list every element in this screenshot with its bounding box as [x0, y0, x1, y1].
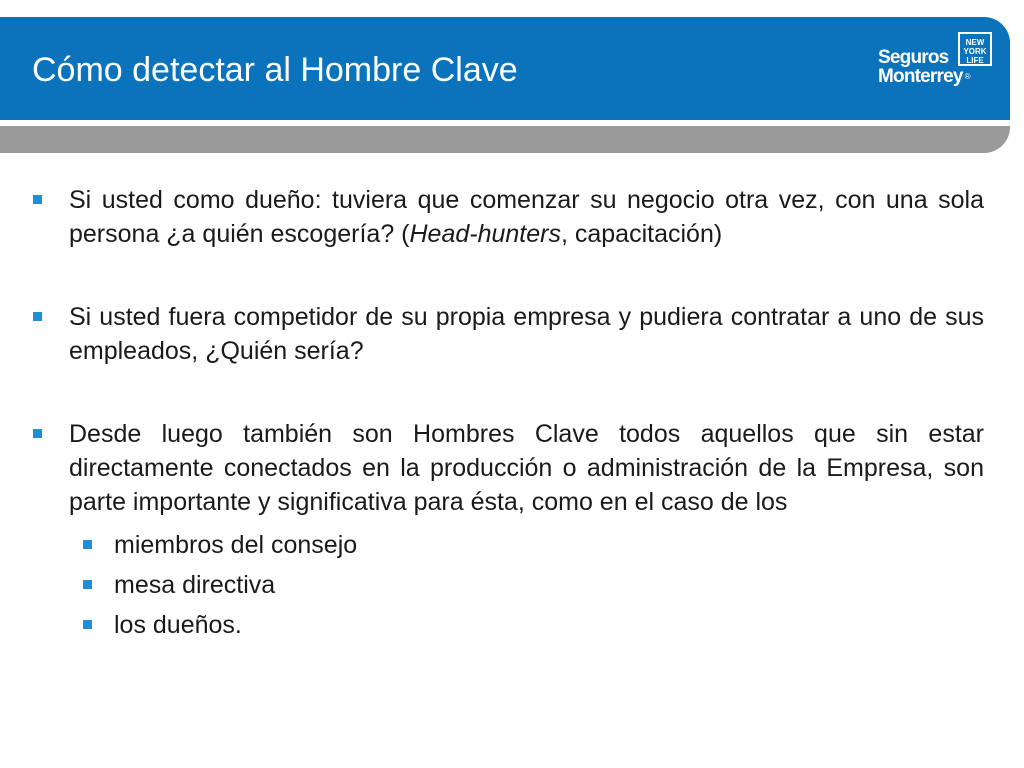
sub-bullet-item: mesa directiva — [32, 565, 984, 605]
logo-line-1: Seguros — [878, 47, 949, 68]
gray-band — [0, 126, 1010, 153]
new-york-life-icon: NEW YORK LIFE — [958, 32, 992, 66]
logo-wordmark — [878, 48, 970, 86]
seguros-monterrey-logo — [876, 32, 996, 98]
italic-term: Head-hunters — [409, 220, 561, 248]
sub-bullet-item: miembros del consejo — [32, 525, 984, 565]
square-bullet-icon — [83, 580, 92, 589]
bullet-item: Desde luego también son Hombres Clave todos aquellos que sin estar directamente conectados en la producción o administración de la Empresa, son parte importante y significativa para ésta, como en el caso de los — [32, 417, 984, 519]
square-bullet-icon — [33, 429, 42, 438]
bullet-item: Si usted como dueño: tuviera que comenzar su negocio otra vez, con una sola persona ¿a quién escogería? (Head-hunters, capacitación) — [32, 183, 984, 251]
sub-bullet-item: los dueños. — [32, 605, 984, 645]
logo-line-2: Monterrey ® — [878, 66, 970, 87]
square-bullet-icon — [83, 540, 92, 549]
square-bullet-icon — [33, 312, 42, 321]
registered-mark: ® — [964, 72, 970, 81]
bullet-item: Si usted fuera competidor de su propia empresa y pudiera contratar a uno de sus empleados, ¿Quién sería? — [32, 300, 984, 368]
slide-body — [32, 183, 984, 645]
slide-title: Cómo detectar al Hombre Clave — [32, 51, 518, 89]
square-bullet-icon — [83, 620, 92, 629]
square-bullet-icon — [33, 195, 42, 204]
